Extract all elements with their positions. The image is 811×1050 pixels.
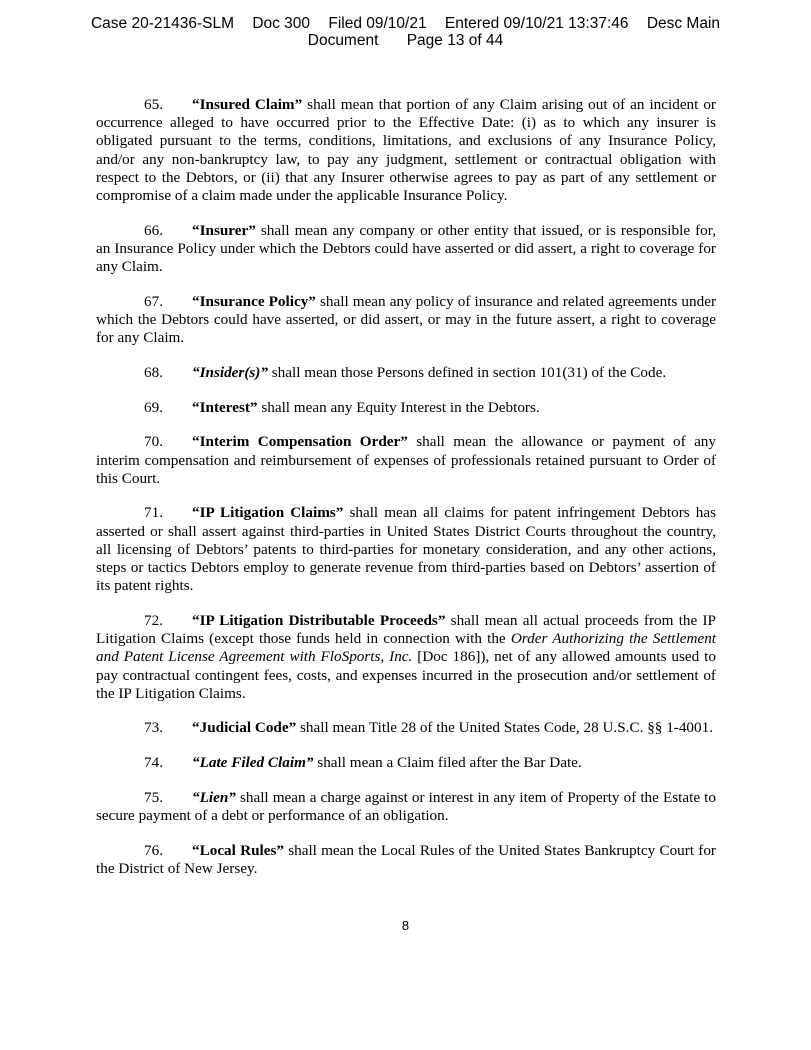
filed-date: Filed 09/10/21 <box>328 15 427 32</box>
defined-term: “IP Litigation Claims” <box>192 504 344 522</box>
entered-date: Entered 09/10/21 13:37:46 <box>444 15 629 32</box>
doc-number: Doc 300 <box>252 15 311 32</box>
definition-text: shall mean any Equity Interest in the Debtors. <box>257 398 540 416</box>
defined-term: “Local Rules” <box>192 841 284 859</box>
paragraph-number: 72. <box>144 611 163 629</box>
definition-71 <box>96 504 716 595</box>
definition-text-continued: [Doc 186]), net of any allowed amounts used to pay contractual contingent fees, costs, and expenses incurred in the prosecution and/or settlement of the IP Litigation Claims. <box>96 648 716 702</box>
filing-header <box>0 15 811 49</box>
definition-text: shall mean any company or other entity that issued, or is responsible for, an Insurance Policy under which the Debtors could have asserted or did assert, a right to coverage for any Claim. <box>96 221 716 276</box>
page-of-total: Page 13 of 44 <box>406 32 504 49</box>
definition-75 <box>96 789 716 825</box>
defined-term: “Insurer” <box>192 221 256 239</box>
defined-term: “Lien” <box>192 788 236 806</box>
defined-term: “IP Litigation Distributable Proceeds” <box>192 611 446 629</box>
defined-term: “Interim Compensation Order” <box>192 433 408 451</box>
paragraph-number: 71. <box>144 504 163 522</box>
defined-term: “Insured Claim” <box>192 96 303 113</box>
definition-text: shall mean a Claim filed after the Bar Date. <box>313 754 582 772</box>
definition-67 <box>96 293 716 348</box>
definition-70 <box>96 433 716 488</box>
definition-text: shall mean that portion of any Claim arising out of an incident or occurrence alleged to have occurred prior to the Effective Date: (i) as to which any insurer is obligated pursuant to the terms, conditions, limitations, and exclusions of any Insurance Policy, and/or any non-bankruptcy law, to pay any judgment, settlement or contractual obligation with respect to the Debtors, or (ii) that any Insurer otherwise agrees to pay as part of any settlement or compromise of a claim made under the applicable Insurance Policy. <box>96 96 716 205</box>
paragraph-number: 65. <box>144 96 163 113</box>
paragraph-number: 70. <box>144 433 163 451</box>
definition-66 <box>96 222 716 277</box>
order-citation: Order Authorizing the Settlement and Patent License Agreement with FloSports, Inc. <box>96 630 717 666</box>
definition-72 <box>96 612 716 703</box>
defined-term: “Insider(s)” <box>192 363 268 381</box>
paragraph-number: 68. <box>144 363 163 381</box>
case-number: Case 20-21436-SLM <box>90 15 234 32</box>
definition-text: shall mean the Local Rules of the United States Bankruptcy Court for the District of New Jersey. <box>96 841 716 877</box>
paragraph-number: 74. <box>144 754 163 772</box>
desc-main: Desc Main <box>646 15 721 32</box>
definition-text: shall mean the allowance or payment of any interim compensation and reimbursement of expenses of professionals retained pursuant to Order of this Court. <box>96 433 716 487</box>
definition-76 <box>96 842 716 878</box>
paragraph-number: 67. <box>144 292 163 310</box>
paragraph-number: 69. <box>144 398 163 416</box>
definition-74 <box>96 754 716 772</box>
paragraph-number: 76. <box>144 841 163 859</box>
definition-text: shall mean a charge against or interest in any item of Property of the Estate to secure payment of a debt or performance of an obligation. <box>96 788 716 825</box>
definition-text: shall mean all actual proceeds from the IP Litigation Claims (except those funds held in connection with the <box>96 611 717 648</box>
definition-65 <box>96 96 716 205</box>
definition-text: shall mean all claims for patent infringement Debtors has asserted or shall assert against third-parties in United States District Courts throughout the country, all licensing of Debtors’ patents to third-parties for monetary consideration, and any other actions, steps or tactics Debtors employ to generate revenue from third-parties based on Debtors’ assertion of its patent rights. <box>96 504 716 595</box>
document-body <box>96 96 716 895</box>
defined-term: “Insurance Policy” <box>192 292 316 310</box>
definition-69 <box>96 399 716 417</box>
page-number: 8 <box>401 918 410 933</box>
definition-68 <box>96 364 716 382</box>
defined-term: “Judicial Code” <box>192 719 297 737</box>
paragraph-number: 75. <box>144 788 163 806</box>
defined-term: “Interest” <box>192 398 258 416</box>
paragraph-number: 73. <box>144 719 163 737</box>
filing-header-line2 <box>0 32 811 49</box>
definition-text: shall mean those Persons defined in section 101(31) of the Code. <box>267 363 667 381</box>
defined-term: “Late Filed Claim” <box>192 754 314 772</box>
paragraph-number: 66. <box>144 221 163 239</box>
document-label: Document <box>307 32 379 49</box>
definition-text: shall mean any policy of insurance and related agreements under which the Debtors could have asserted, or did assert, or may in the future assert, a right to coverage for any Claim. <box>96 292 717 347</box>
definition-text: shall mean Title 28 of the United States Code, 28 U.S.C. §§ 1-4001. <box>296 719 714 737</box>
definition-73 <box>96 719 716 737</box>
filing-header-line1 <box>0 15 811 32</box>
